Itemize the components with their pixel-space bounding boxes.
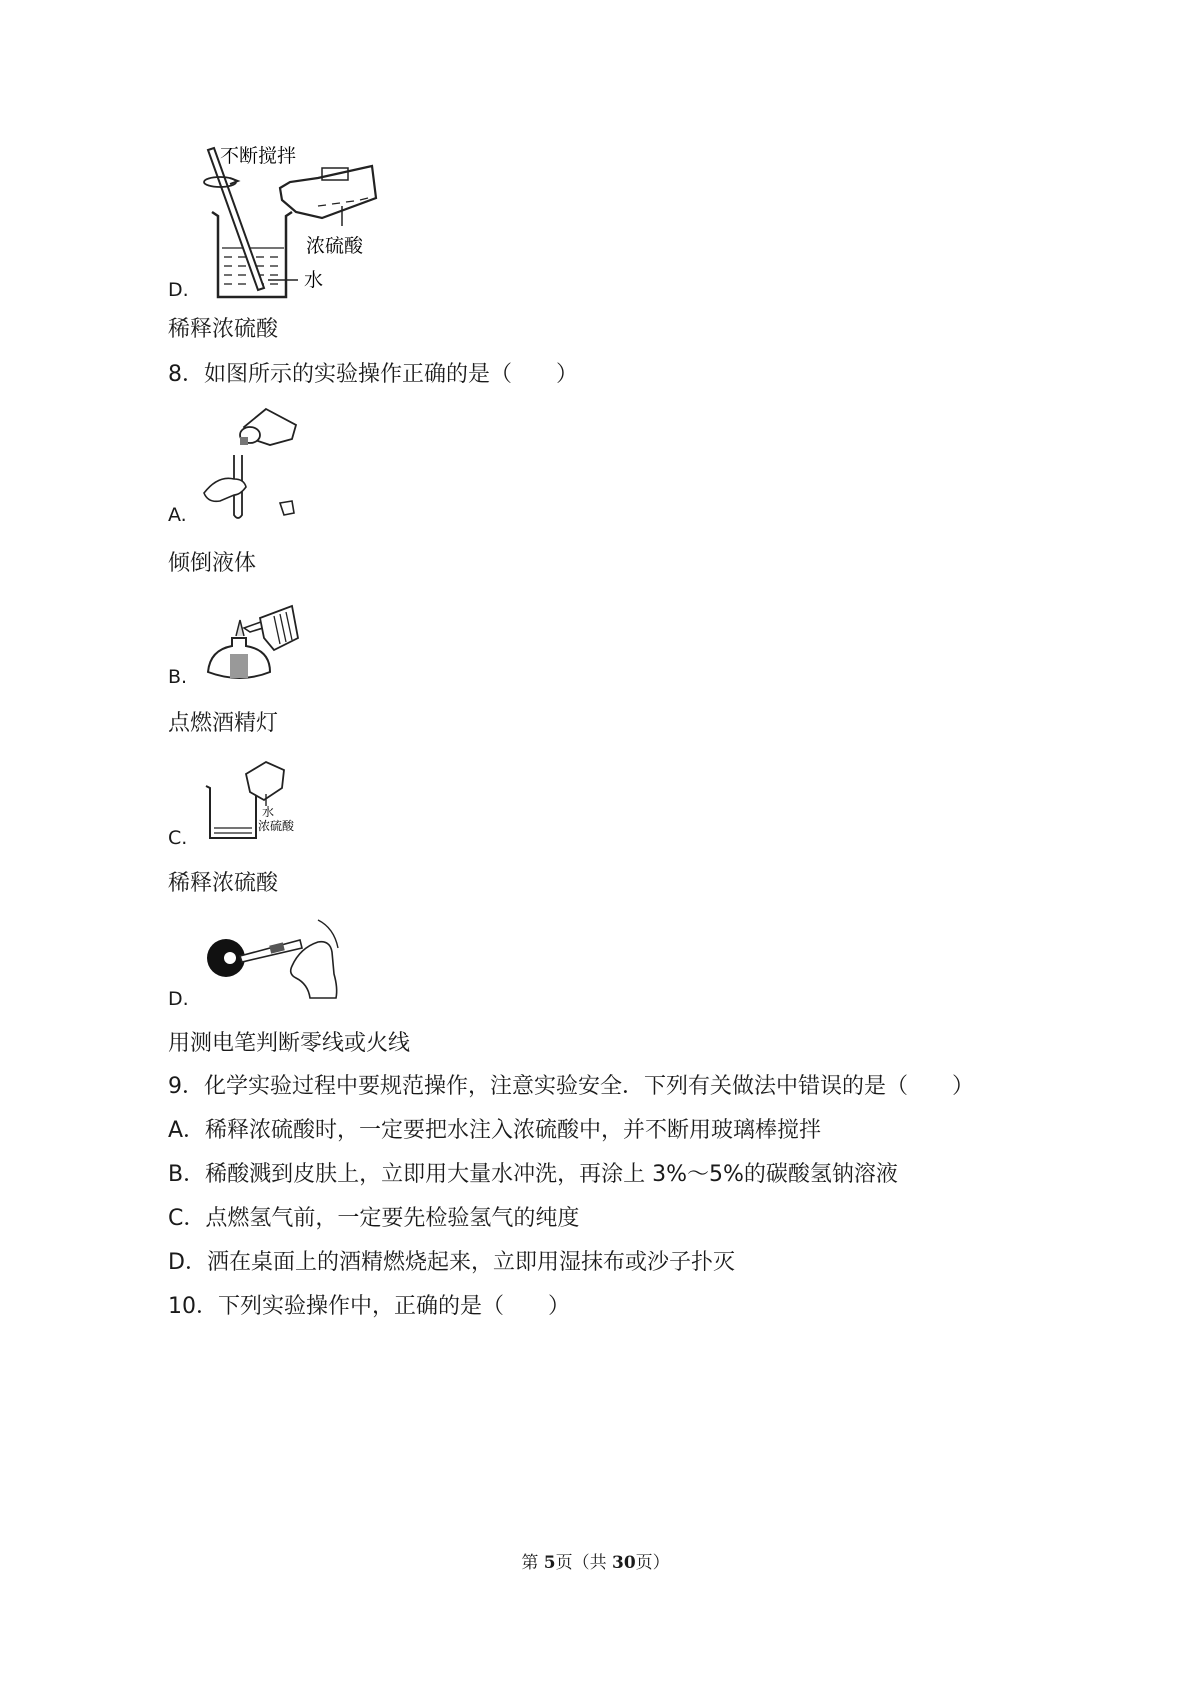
- question-9-option-a: A．稀释浓硫酸时，一定要把水注入浓硫酸中，并不断用玻璃棒搅拌: [168, 1118, 822, 1143]
- question-9-option-d: D．洒在桌面上的酒精燃烧起来，立即用湿抹布或沙子扑灭: [168, 1250, 735, 1275]
- current-page-number: 5: [543, 1553, 556, 1573]
- option-label: B.: [168, 666, 188, 688]
- page-footer: [0, 1548, 1191, 1573]
- question-8-stem: 8．如图所示的实验操作正确的是（ ）: [168, 362, 578, 387]
- option-label: D.: [168, 988, 189, 1010]
- option-caption: 用测电笔判断零线或火线: [168, 1031, 411, 1056]
- acid-label: 浓硫酸: [306, 235, 364, 257]
- footer-suffix: 页）: [635, 1553, 670, 1573]
- stir-label: 不断搅拌: [220, 145, 297, 167]
- option-label: C.: [168, 827, 188, 849]
- option-caption: 倾倒液体: [168, 551, 257, 576]
- option-caption: 点燃酒精灯: [168, 711, 279, 736]
- figure-pour-liquid: [200, 405, 310, 520]
- water-label: 水: [304, 269, 324, 291]
- option-label: A.: [168, 504, 187, 526]
- figure-dilute-acid-wrong: [200, 760, 310, 845]
- question-9-option-b: B．稀酸溅到皮肤上，立即用大量水冲洗，再涂上 3%～5%的碳酸氢钠溶液: [168, 1162, 898, 1187]
- figure-light-alcohol-lamp: [200, 598, 300, 688]
- question-10-stem: 10．下列实验操作中，正确的是（ ）: [168, 1294, 570, 1319]
- footer-prefix: 第: [521, 1553, 544, 1573]
- question-9-stem: 9．化学实验过程中要规范操作，注意实验安全．下列有关做法中错误的是（ ）: [168, 1074, 974, 1099]
- option-caption: 稀释浓硫酸: [168, 871, 279, 896]
- figure-test-pen: [200, 918, 350, 1008]
- question-9-option-c: C．点燃氢气前，一定要先检验氢气的纯度: [168, 1206, 580, 1231]
- footer-middle: 页（共: [555, 1553, 612, 1573]
- acid-label: 浓硫酸: [258, 819, 295, 833]
- option-caption: 稀释浓硫酸: [168, 317, 279, 342]
- water-label: 水: [262, 805, 275, 819]
- figure-dilute-acid-correct: [200, 140, 400, 305]
- option-label: D.: [168, 279, 189, 301]
- total-page-number: 30: [611, 1553, 636, 1573]
